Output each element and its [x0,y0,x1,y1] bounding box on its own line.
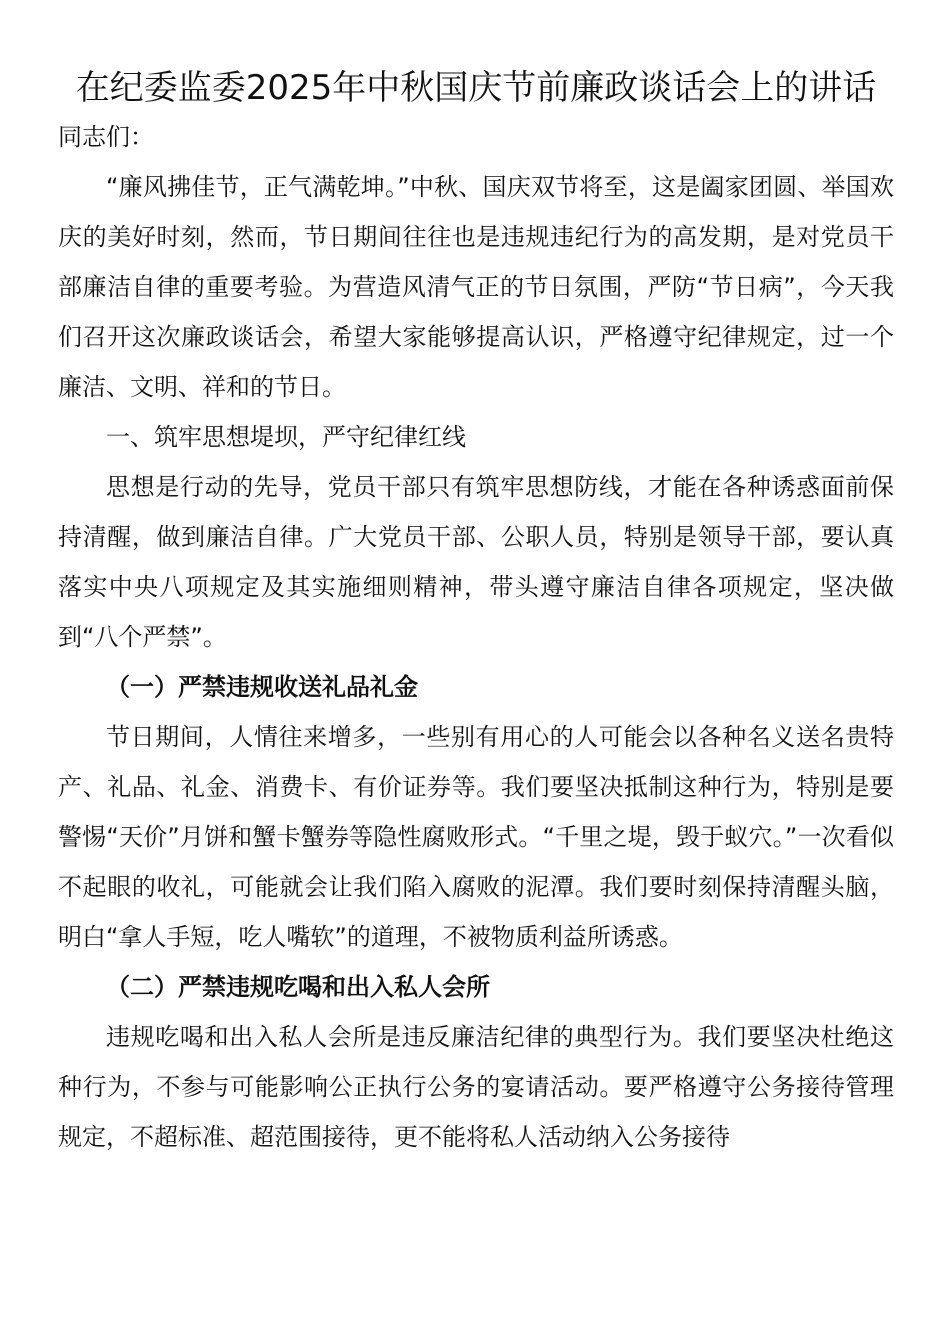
subsection-2-paragraph: 违规吃喝和出入私人会所是违反廉洁纪律的典型行为。我们要坚决杜绝这种行为，不参与可能影响公正执行公务的宴请活动。要严格遵守公务接待管理规定，不超标准、超范围接待，更不能将私人活动纳入公务接待 [58,1023,894,1151]
subsection-1-paragraph: 节日期间，人情往来增多，一些别有用心的人可能会以各种名义送名贵特产、礼品、礼金、消费卡、有价证券等。我们要坚决抵制这种行为，特别是要警惕“天价”月饼和蟹卡蟹券等隐性腐败形式。“千里之堤，毁于蚁穴。”一次看似不起眼的收礼，可能就会让我们陷入腐败的泥潭。我们要时刻保持清醒头脑，明白“拿人手短，吃人嘴软”的道理，不被物质利益所诱惑。 [58,723,894,951]
document-title: 在纪委监委2025年中秋国庆节前廉政谈话会上的讲话 [75,68,877,108]
section-1-heading: 一、筑牢思想堤坝，严守纪律红线 [106,423,466,451]
section-1-paragraph: 思想是行动的先导，党员干部只有筑牢思想防线，才能在各种诱惑面前保持清醒，做到廉洁自律。广大党员干部、公职人员，特别是领导干部，要认真落实中央八项规定及其实施细则精神，带头遵守廉洁自律各项规定，坚决做到“八个严禁”。 [58,473,894,651]
intro-paragraph: “廉风拂佳节，正气满乾坤。”中秋、国庆双节将至，这是阖家团圆、举国欢庆的美好时刻，然而，节日期间往往也是违规违纪行为的高发期，是对党员干部廉洁自律的重要考验。为营造风清气正的节日氛围，严防“节日病”，今天我们召开这次廉政谈话会，希望大家能够提高认识，严格遵守纪律规定，过一个廉洁、文明、祥和的节日。 [58,173,894,401]
document-page [58,64,894,1162]
subsection-2-heading: （二）严禁违规吃喝和出入私人会所 [106,973,490,1001]
subsection-1-heading: （一）严禁违规收送礼品礼金 [106,673,418,701]
greeting: 同志们： [58,123,154,151]
